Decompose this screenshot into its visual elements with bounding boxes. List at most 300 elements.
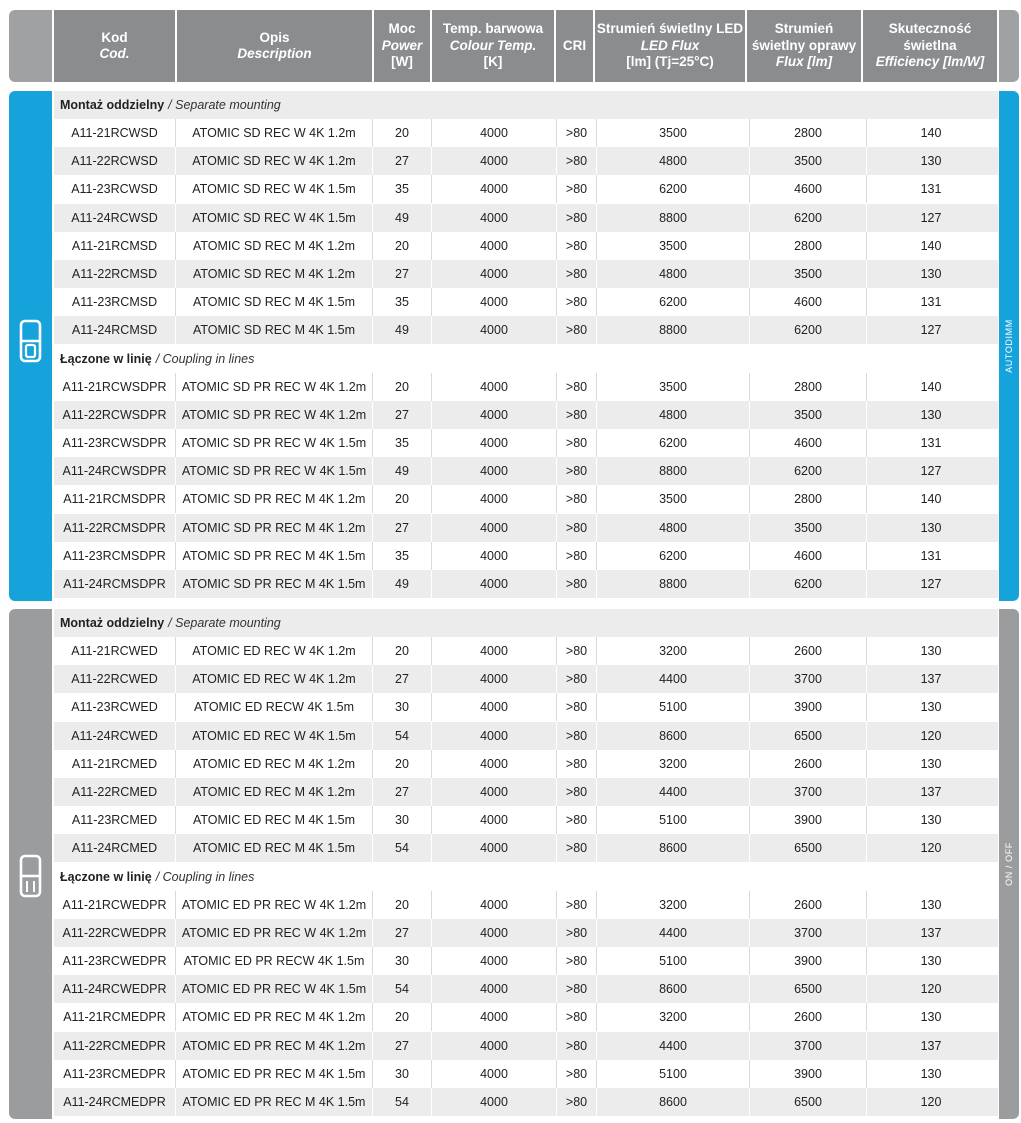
cell-colour-temp: 4000 [431,722,556,750]
header-led-flux-unit: [lm] (Tj=25°C) [626,54,714,70]
cell-efficiency: 131 [866,542,995,570]
cell-luminaire-flux: 3900 [749,693,866,721]
cell-code: A11-24RCMEDPR [63,1095,166,1109]
cell-description: ATOMIC ED REC M 4K 1.5m [175,834,372,862]
cell-code: A11-21RCMSD [71,238,158,253]
cell-led-flux: 6200 [596,175,749,203]
cell-led-flux: 4400 [596,1032,749,1060]
group-ed-side-strip [9,609,52,1119]
header-desc-en: Description [237,46,312,61]
cell-colour-temp: 4000 [431,750,556,778]
cell-description: ATOMIC ED REC W 4K 1.5m [175,722,372,750]
cell-luminaire-flux: 2800 [749,373,866,401]
ed-module-icon [19,854,42,898]
table-row [54,834,998,862]
cell-led-flux: 3200 [596,637,749,665]
table-row [54,665,998,693]
cell-code: A11-23RCMED [71,813,158,828]
cell-description: ATOMIC SD PR REC W 4K 1.2m [175,373,372,401]
cell-description: ATOMIC ED REC W 4K 1.2m [175,665,372,693]
table-row [54,175,998,203]
cell-led-flux: 3500 [596,485,749,513]
table-row [54,806,998,834]
cell-cri: >80 [556,1032,596,1060]
cell-power: 49 [372,457,431,485]
cell-luminaire-flux: 3500 [749,514,866,542]
table-row [54,1060,998,1088]
cell-code: A11-24RCWSD [71,210,158,225]
cell-cri: >80 [556,485,596,513]
section-title-en: / Separate mounting [168,616,281,630]
cell-colour-temp: 4000 [431,947,556,975]
cell-luminaire-flux: 2800 [749,232,866,260]
cell-colour-temp: 4000 [431,175,556,203]
table-row [54,1032,998,1060]
cell-cri: >80 [556,514,596,542]
cell-led-flux: 4400 [596,778,749,806]
cell-power: 20 [372,373,431,401]
section-title-pl: Łączone w linię [60,869,152,884]
cell-efficiency: 137 [866,1032,995,1060]
cell-efficiency: 130 [866,891,995,919]
cell-colour-temp: 4000 [431,373,556,401]
header-cri [556,10,593,82]
cell-power: 54 [372,1088,431,1116]
table-row [54,722,998,750]
table-row [54,947,998,975]
cell-led-flux: 6200 [596,542,749,570]
cell-description: ATOMIC SD REC W 4K 1.5m [175,175,372,203]
cell-luminaire-flux: 2800 [749,119,866,147]
cell-efficiency: 130 [866,1003,995,1031]
cell-power: 54 [372,834,431,862]
section-title-pl: Łączone w linię [60,351,152,366]
cell-colour-temp: 4000 [431,570,556,598]
section-heading [54,863,998,891]
cell-cri: >80 [556,750,596,778]
header-efficiency [863,10,997,82]
cell-code: A11-21RCWED [71,644,158,658]
cell-efficiency: 130 [866,401,995,429]
cell-luminaire-flux: 6200 [749,570,866,598]
cell-power: 30 [372,947,431,975]
cell-cri: >80 [556,1060,596,1088]
header-temp-unit: [K] [483,54,503,70]
cell-luminaire-flux: 6200 [749,457,866,485]
header-eff-line1: Skuteczność [888,21,972,37]
cell-led-flux: 4800 [596,401,749,429]
header-code [54,10,175,82]
cell-cri: >80 [556,665,596,693]
cell-power: 20 [372,891,431,919]
cell-code: A11-22RCMSDPR [63,520,166,535]
table-row [54,232,998,260]
cell-colour-temp: 4000 [431,232,556,260]
cell-code: A11-24RCMSD [71,323,158,338]
cell-luminaire-flux: 4600 [749,288,866,316]
cell-power: 27 [372,665,431,693]
cell-luminaire-flux: 3500 [749,147,866,175]
cell-description: ATOMIC SD PR REC M 4K 1.2m [175,514,372,542]
cell-colour-temp: 4000 [431,204,556,232]
cell-cri: >80 [556,401,596,429]
cell-description: ATOMIC ED PR REC M 4K 1.2m [175,1032,372,1060]
cell-code: A11-24RCWSDPR [62,464,167,479]
cell-luminaire-flux: 3500 [749,260,866,288]
cell-cri: >80 [556,919,596,947]
cell-description: ATOMIC SD PR REC M 4K 1.5m [175,570,372,598]
table-row [54,147,998,175]
on-off-label: ON / OFF [1004,842,1014,886]
table-row [54,1003,998,1031]
header-led-flux-en: LED Flux [640,37,700,53]
cell-colour-temp: 4000 [431,429,556,457]
cell-luminaire-flux: 3900 [749,947,866,975]
cell-power: 27 [372,514,431,542]
cell-power: 30 [372,693,431,721]
section-title-en: / Coupling in lines [155,351,255,366]
cell-code: A11-21RCMEDPR [63,1010,166,1025]
cell-luminaire-flux: 3700 [749,919,866,947]
section-heading [54,609,998,637]
header-code-pl: Kod [101,29,128,45]
cell-description: ATOMIC SD REC M 4K 1.5m [175,288,372,316]
group-ed-table [54,609,998,1119]
cell-cri: >80 [556,542,596,570]
cell-colour-temp: 4000 [431,542,556,570]
table-row [54,693,998,721]
table-row [54,457,998,485]
cell-power: 49 [372,316,431,344]
header-eff-line2: świetlna [903,37,957,53]
cell-colour-temp: 4000 [431,288,556,316]
cell-power: 20 [372,750,431,778]
cell-cri: >80 [556,316,596,344]
section-title-en: / Separate mounting [168,98,281,112]
cell-luminaire-flux: 3700 [749,778,866,806]
cell-code: A11-21RCWEDPR [62,897,167,912]
cell-led-flux: 5100 [596,1060,749,1088]
cell-led-flux: 3200 [596,891,749,919]
cell-description: ATOMIC SD PR REC W 4K 1.5m [175,457,372,485]
cell-efficiency: 120 [866,834,995,862]
cell-power: 20 [372,232,431,260]
cell-code: A11-23RCWEDPR [62,954,167,968]
cell-description: ATOMIC ED PR REC W 4K 1.2m [175,891,372,919]
cell-code: A11-22RCMED [71,785,158,799]
cell-description: ATOMIC ED REC M 4K 1.2m [175,778,372,806]
cell-colour-temp: 4000 [431,665,556,693]
cell-description: ATOMIC SD PR REC W 4K 1.2m [175,401,372,429]
cell-power: 20 [372,119,431,147]
table-row [54,891,998,919]
cell-colour-temp: 4000 [431,514,556,542]
cell-led-flux: 8600 [596,722,749,750]
cell-led-flux: 6200 [596,429,749,457]
cell-code: A11-21RCMED [71,756,158,771]
cell-led-flux: 3500 [596,232,749,260]
cell-code: A11-24RCMED [71,841,158,856]
cell-colour-temp: 4000 [431,147,556,175]
cell-efficiency: 137 [866,665,995,693]
cell-colour-temp: 4000 [431,485,556,513]
header-lum-flux-line2: świetlny oprawy [751,37,857,53]
cell-code: A11-21RCWSDPR [62,379,167,394]
cell-code: A11-24RCMSDPR [63,577,166,591]
cell-power: 49 [372,570,431,598]
cell-colour-temp: 4000 [431,693,556,721]
cell-led-flux: 6200 [596,288,749,316]
cell-code: A11-23RCMSD [71,295,158,310]
section-title-pl: Montaż oddzielny [60,616,165,630]
cell-code: A11-24RCWED [71,728,158,743]
cell-efficiency: 127 [866,457,995,485]
section-heading [54,91,998,119]
cell-luminaire-flux: 4600 [749,542,866,570]
cell-description: ATOMIC ED PR RECW 4K 1.5m [175,947,372,975]
cell-cri: >80 [556,204,596,232]
cell-efficiency: 130 [866,260,995,288]
cell-power: 35 [372,175,431,203]
header-code-en: Cod. [99,46,130,61]
cell-efficiency: 127 [866,570,995,598]
header-lum-flux-line1: Strumień [774,21,834,37]
cell-description: ATOMIC ED PR REC M 4K 1.5m [175,1088,372,1116]
cell-led-flux: 8800 [596,570,749,598]
cell-luminaire-flux: 6200 [749,316,866,344]
cell-code: A11-23RCMEDPR [63,1066,166,1081]
cell-colour-temp: 4000 [431,260,556,288]
header-power-unit: [W] [391,54,413,70]
cell-cri: >80 [556,637,596,665]
cell-power: 27 [372,260,431,288]
cell-description: ATOMIC SD REC W 4K 1.5m [175,204,372,232]
cell-description: ATOMIC ED PR REC W 4K 1.5m [175,975,372,1003]
cell-power: 27 [372,147,431,175]
cell-luminaire-flux: 4600 [749,429,866,457]
cell-efficiency: 140 [866,119,995,147]
cell-efficiency: 137 [866,778,995,806]
cell-code: A11-24RCWEDPR [62,982,167,997]
cell-colour-temp: 4000 [431,637,556,665]
table-row [54,637,998,665]
cell-colour-temp: 4000 [431,834,556,862]
cell-code: A11-22RCWED [71,672,158,687]
cell-cri: >80 [556,806,596,834]
cell-led-flux: 8800 [596,316,749,344]
cell-colour-temp: 4000 [431,1060,556,1088]
cell-cri: >80 [556,147,596,175]
section-heading [54,345,998,373]
cell-led-flux: 5100 [596,693,749,721]
cell-luminaire-flux: 6500 [749,1088,866,1116]
table-row [54,514,998,542]
header-power [374,10,430,82]
cell-luminaire-flux: 2600 [749,750,866,778]
cell-luminaire-flux: 6500 [749,722,866,750]
cell-led-flux: 4800 [596,147,749,175]
cell-efficiency: 131 [866,429,995,457]
cell-code: A11-21RCMSDPR [63,492,166,507]
group-ed [9,609,1019,1119]
cell-power: 20 [372,485,431,513]
cell-cri: >80 [556,778,596,806]
cell-colour-temp: 4000 [431,1032,556,1060]
table-row [54,919,998,947]
cell-code: A11-22RCWSD [71,154,158,169]
cell-code: A11-22RCWEDPR [62,925,167,940]
cell-power: 27 [372,778,431,806]
cell-description: ATOMIC ED RECW 4K 1.5m [175,693,372,721]
cell-led-flux: 8600 [596,1088,749,1116]
cell-led-flux: 5100 [596,947,749,975]
header-colour-temp [432,10,554,82]
header-blank-cell [9,10,52,82]
cell-cri: >80 [556,288,596,316]
header-power-pl: Moc [388,21,416,37]
table-row [54,778,998,806]
cell-code: A11-23RCWSD [71,182,158,197]
cell-cri: >80 [556,457,596,485]
cell-cri: >80 [556,693,596,721]
cell-efficiency: 130 [866,750,995,778]
cell-efficiency: 130 [866,514,995,542]
section-title-pl: Montaż oddzielny [60,98,165,112]
cell-luminaire-flux: 4600 [749,175,866,203]
cell-led-flux: 3200 [596,1003,749,1031]
cell-power: 30 [372,1060,431,1088]
cell-luminaire-flux: 2600 [749,891,866,919]
cell-efficiency: 127 [866,316,995,344]
cell-led-flux: 3500 [596,119,749,147]
cell-code: A11-23RCMSDPR [63,548,166,563]
cell-colour-temp: 4000 [431,806,556,834]
cell-power: 27 [372,1032,431,1060]
cell-power: 27 [372,401,431,429]
cell-led-flux: 4400 [596,665,749,693]
cell-cri: >80 [556,891,596,919]
cell-efficiency: 130 [866,806,995,834]
table-row [54,260,998,288]
table-row [54,975,998,1003]
cell-colour-temp: 4000 [431,1088,556,1116]
cell-code: A11-21RCWSD [71,126,158,140]
cell-efficiency: 120 [866,975,995,1003]
cell-efficiency: 130 [866,947,995,975]
group-sd-control-bar [999,91,1019,601]
cell-luminaire-flux: 6200 [749,204,866,232]
header-eff-en: Efficiency [lm/W] [875,54,985,70]
table-row [54,288,998,316]
cell-description: ATOMIC ED PR REC W 4K 1.2m [175,919,372,947]
cell-luminaire-flux: 2600 [749,637,866,665]
cell-colour-temp: 4000 [431,1003,556,1031]
header-power-en: Power [381,37,423,53]
section-title-en: / Coupling in lines [155,869,255,884]
cell-efficiency: 140 [866,373,995,401]
table-row [54,1088,998,1116]
cell-description: ATOMIC ED PR REC M 4K 1.5m [175,1060,372,1088]
header-led-flux [595,10,745,82]
group-sd-table [54,91,998,601]
cell-led-flux: 4800 [596,260,749,288]
cell-colour-temp: 4000 [431,457,556,485]
cell-description: ATOMIC SD REC W 4K 1.2m [175,147,372,175]
cell-led-flux: 5100 [596,806,749,834]
cell-power: 49 [372,204,431,232]
cell-luminaire-flux: 6500 [749,834,866,862]
cell-colour-temp: 4000 [431,401,556,429]
group-sd [9,91,1019,601]
header-temp-pl: Temp. barwowa [442,21,544,37]
cell-cri: >80 [556,429,596,457]
cell-code: A11-23RCWSDPR [62,436,167,450]
cell-cri: >80 [556,570,596,598]
table-row [54,485,998,513]
cell-led-flux: 8600 [596,975,749,1003]
cell-led-flux: 8800 [596,204,749,232]
cell-cri: >80 [556,1003,596,1031]
header-lum-flux-en: Flux [lm] [775,54,833,70]
cell-description: ATOMIC SD REC M 4K 1.5m [175,316,372,344]
cell-power: 54 [372,975,431,1003]
cell-led-flux: 8600 [596,834,749,862]
cell-description: ATOMIC SD REC W 4K 1.2m [175,119,372,147]
cell-colour-temp: 4000 [431,975,556,1003]
cell-colour-temp: 4000 [431,316,556,344]
header-blank-right [999,10,1019,82]
group-sd-side-strip [9,91,52,601]
cell-code: A11-22RCWSDPR [62,407,167,422]
cell-cri: >80 [556,947,596,975]
cell-efficiency: 131 [866,288,995,316]
cell-power: 27 [372,919,431,947]
cell-description: ATOMIC ED REC W 4K 1.2m [175,637,372,665]
cell-description: ATOMIC SD PR REC M 4K 1.2m [175,485,372,513]
cell-cri: >80 [556,975,596,1003]
cell-code: A11-22RCMSD [71,267,158,281]
header-description [177,10,372,82]
cell-cri: >80 [556,119,596,147]
table-row [54,542,998,570]
table-row [54,373,998,401]
table-header [9,10,1019,82]
cell-power: 35 [372,542,431,570]
cell-description: ATOMIC SD PR REC M 4K 1.5m [175,542,372,570]
cell-cri: >80 [556,232,596,260]
cell-colour-temp: 4000 [431,891,556,919]
cell-led-flux: 3500 [596,373,749,401]
cell-colour-temp: 4000 [431,919,556,947]
cell-description: ATOMIC ED REC M 4K 1.5m [175,806,372,834]
cell-efficiency: 140 [866,232,995,260]
cell-cri: >80 [556,722,596,750]
header-luminaire-flux [747,10,861,82]
cell-power: 20 [372,1003,431,1031]
cell-luminaire-flux: 6500 [749,975,866,1003]
cell-power: 35 [372,429,431,457]
cell-efficiency: 127 [866,204,995,232]
cell-efficiency: 130 [866,693,995,721]
cell-led-flux: 4800 [596,514,749,542]
table-row [54,750,998,778]
cell-cri: >80 [556,373,596,401]
cell-luminaire-flux: 2600 [749,1003,866,1031]
cell-description: ATOMIC ED PR REC M 4K 1.2m [175,1003,372,1031]
header-temp-en: Colour Temp. [449,37,537,53]
cell-led-flux: 8800 [596,457,749,485]
table-row [54,119,998,147]
